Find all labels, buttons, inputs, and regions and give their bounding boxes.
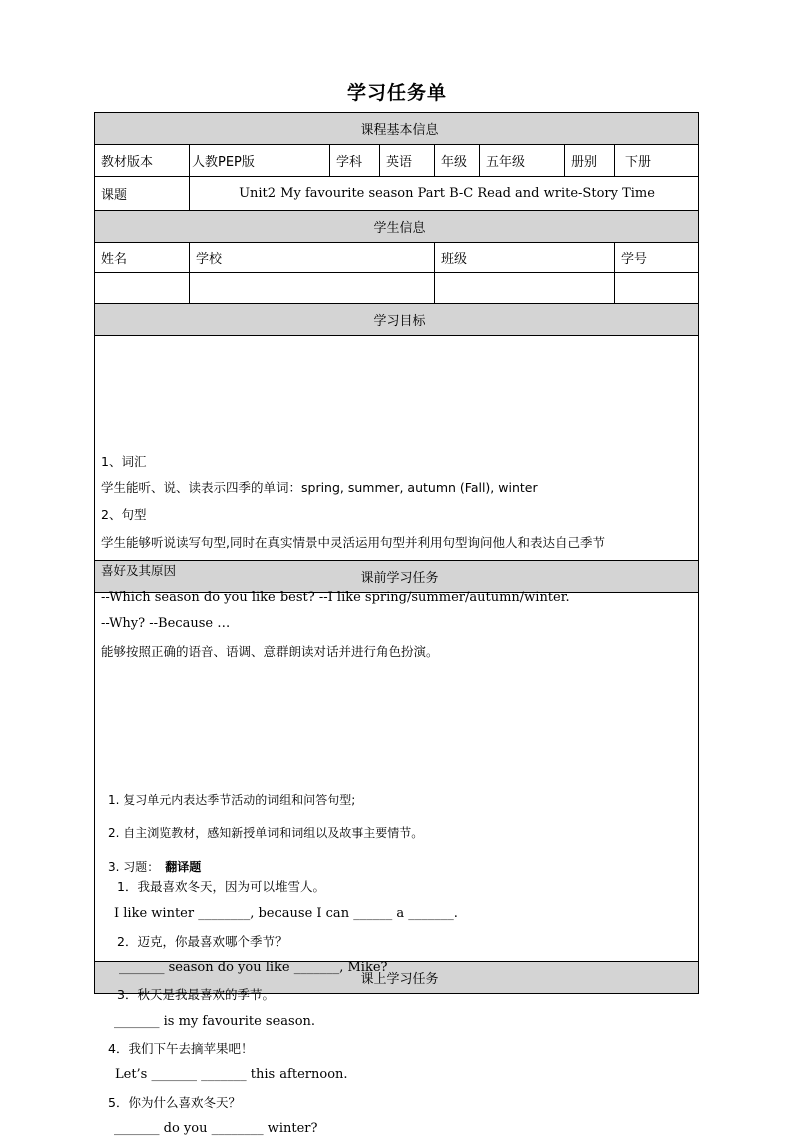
name-input-cell[interactable] [95,273,190,304]
exercise-answer: I like winter ________, because I can ______ a _______. [114,906,458,921]
volume-value: 下册 [615,145,699,177]
class-label: 班级 [435,243,615,273]
student-info-header: 学生信息 [95,211,699,243]
topic-value: Unit2 My favourite season Part B-C Read and write-Story Time [190,177,699,211]
exercise-answer: _______ do you ________ winter? [114,1121,318,1136]
task-item: 3. 习题： [108,860,160,874]
goal-line: 2、句型 [101,507,147,522]
goal-line: 能够按照正确的语音、语调、意群朗读对话并进行角色扮演。 [101,644,439,659]
task-item: 2. 自主浏览教材，感知新授单词和词组以及故事主要情节。 [108,826,424,840]
class-input-cell[interactable] [435,273,615,304]
goal-line: 1、词汇 [101,454,147,469]
exercise-question: 1．我最喜欢冬天，因为可以堆雪人。 [117,879,325,894]
goal-line: --Why? --Because … [101,616,231,631]
task-item: 1. 复习单元内表达季节活动的词组和问答句型; [108,793,356,807]
textbook-label: 教材版本 [95,145,190,177]
exercise-question: 4．我们下午去摘苹果吧！ [108,1041,254,1056]
student-id-label: 学号 [615,243,699,273]
goal-line: 喜好及其原因 [101,563,177,578]
student-id-input-cell[interactable] [615,273,699,304]
exercise-answer: _______ season do you like _______, Mike? [119,960,388,975]
school-label: 学校 [190,243,435,273]
goals-header: 学习目标 [95,304,699,336]
task-item-bold: 翻译题 [165,860,202,874]
goal-line: --Which season do you like best? --I like spring/summer/autumn/winter. [101,590,570,605]
exercise-question: 5．你为什么喜欢冬天？ [108,1095,241,1110]
name-label: 姓名 [95,243,190,273]
textbook-value: 人教PEP版 [190,145,330,177]
grade-value: 五年级 [480,145,565,177]
topic-label: 课题 [95,177,190,211]
subject-value: 英语 [380,145,435,177]
school-input-cell[interactable] [190,273,435,304]
exercise-answer: Let’s _______ _______ this afternoon. [115,1067,348,1082]
goal-line: 学生能够听说读写句型,同时在真实情景中灵活运用句型并利用句型询问他人和表达自己季节 [101,535,605,550]
subject-label: 学科 [330,145,380,177]
exercise-question: 3．秋天是我最喜欢的季节。 [117,987,275,1002]
in-class-header: 课上学习任务 [95,962,699,994]
pre-class-header: 课前学习任务 [95,561,699,593]
course-info-header: 课程基本信息 [95,113,699,145]
exercise-answer: _______ is my favourite season. [114,1014,316,1029]
document-title: 学习任务单 [346,82,447,104]
goal-line: 学生能听、说、读表示四季的单词：spring, summer, autumn (Fall), winter [101,480,538,495]
exercise-question: 2．迈克，你最喜欢哪个季节？ [117,934,288,949]
grade-label: 年级 [435,145,480,177]
volume-label: 册别 [565,145,615,177]
task-sheet-table [94,112,699,1136]
